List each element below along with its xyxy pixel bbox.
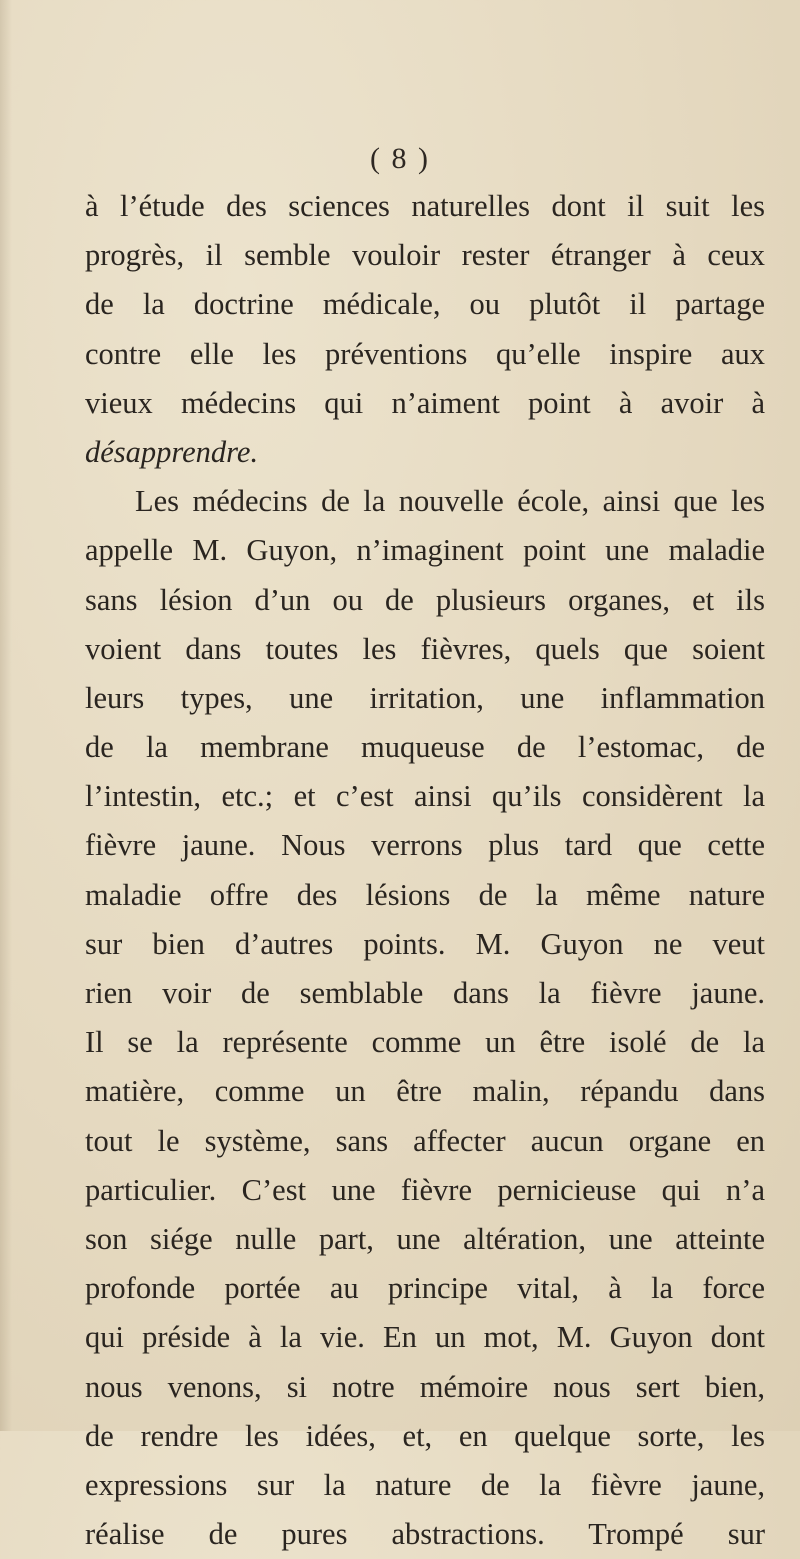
- text-line: désapprendre.: [85, 434, 259, 469]
- text-line: sans lésion d’un ou de plusieurs organes, et ils: [85, 582, 765, 617]
- text-line: vieux médecins qui n’aiment point à avoir à: [85, 385, 765, 420]
- text-line: matière, comme un être malin, répandu dans: [85, 1074, 765, 1109]
- text-line: Il se la représente comme un être isolé de la: [85, 1025, 765, 1060]
- text-line: particulier. C’est une fièvre pernicieuse qui n’a: [85, 1172, 765, 1207]
- text-line: à l’étude des sciences naturelles dont il suit les: [85, 189, 765, 223]
- text-line: profonde portée au principe vital, à la force: [85, 1271, 765, 1306]
- text-line: de la membrane muqueuse de l’estomac, de: [85, 730, 765, 765]
- text-line: son siége nulle part, une altération, une atteinte: [85, 1221, 765, 1256]
- text-line: qui préside à la vie. En un mot, M. Guyon dont: [85, 1320, 765, 1355]
- text-line: de la doctrine médicale, ou plutôt il partage: [85, 287, 765, 322]
- text-line: sur bien d’autres points. M. Guyon ne veut: [85, 926, 765, 961]
- text-line: Les médecins de la nouvelle école, ainsi que les: [135, 484, 765, 519]
- text-line: tout le système, sans affecter aucun organe en: [85, 1123, 765, 1158]
- text-line: voient dans toutes les fièvres, quels que soient: [85, 631, 765, 666]
- page-edge-shadow: [0, 0, 12, 1431]
- text-line: de rendre les idées, et, en quelque sorte, les: [85, 1418, 765, 1453]
- text-line: expressions sur la nature de la fièvre jaune,: [85, 1467, 765, 1502]
- text-line: réalise de pures abstractions. Trompé sur: [85, 1517, 765, 1552]
- text-line: maladie offre des lésions de la même nature: [85, 877, 765, 912]
- text-line: contre elle les préventions qu’elle inspire aux: [85, 336, 765, 371]
- text-line: fièvre jaune. Nous verrons plus tard que cette: [85, 828, 765, 863]
- text-line: progrès, il semble vouloir rester étranger à ceux: [85, 238, 765, 273]
- text-line: leurs types, une irritation, une inflammation: [85, 680, 765, 715]
- text-line: appelle M. Guyon, n’imaginent point une maladie: [85, 533, 765, 568]
- body-text: [85, 182, 765, 1559]
- text-line: nous venons, si notre mémoire nous sert bien,: [85, 1369, 765, 1404]
- text-line: l’intestin, etc.; et c’est ainsi qu’ils considèrent la: [85, 779, 765, 814]
- text-line: rien voir de semblable dans la fièvre jaune.: [85, 976, 765, 1010]
- page-number: ( 8 ): [370, 142, 430, 175]
